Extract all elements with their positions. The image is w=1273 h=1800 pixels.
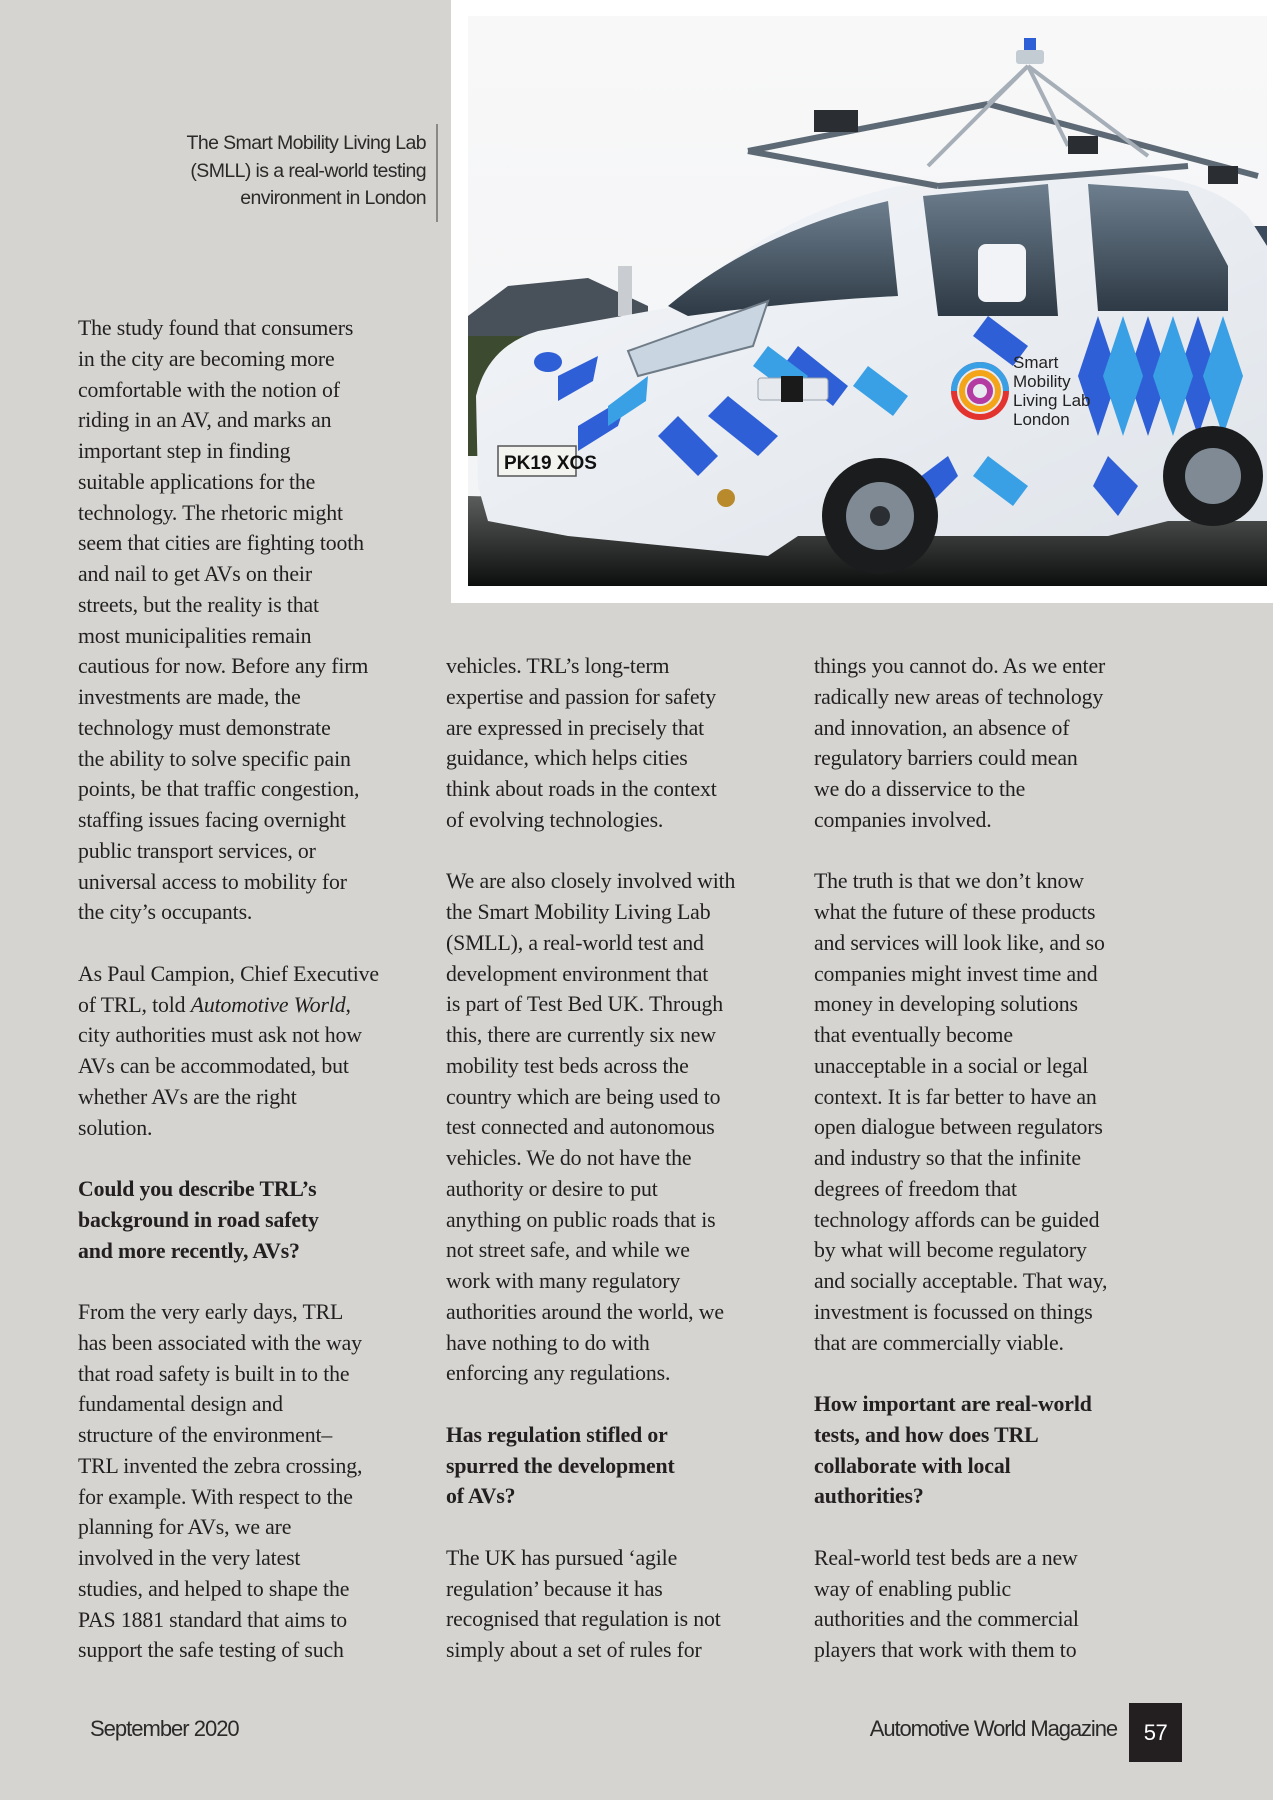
paragraph xyxy=(446,866,796,1389)
van-livery-text: Smart xyxy=(1013,353,1059,372)
text-line: streets, but the reality is that xyxy=(78,592,319,617)
van-illustration xyxy=(468,16,1267,586)
photo-caption xyxy=(120,130,426,213)
text-line: and industry so that the infinite xyxy=(814,1146,1081,1170)
interview-question-heading xyxy=(78,1174,428,1266)
text-line: open dialogue between regulators xyxy=(814,1115,1103,1140)
text-line: TRL invented the zebra crossing, xyxy=(78,1453,363,1478)
text-line: fundamental design and xyxy=(78,1392,283,1417)
text-line: way of enabling public xyxy=(814,1576,1012,1601)
text-line: simply about a set of rules for xyxy=(446,1638,702,1662)
text-line: development environment that xyxy=(446,961,709,986)
license-plate-text: PK19 XOS xyxy=(504,453,597,474)
text-line: technology. The rhetoric might xyxy=(78,500,343,525)
text-line: studies, and helped to shape the xyxy=(78,1576,350,1601)
text-line: of AVs? xyxy=(446,1484,516,1509)
text-line: mobility test beds across the xyxy=(446,1053,689,1078)
text-line: cautious for now. Before any firm xyxy=(78,654,369,679)
text-line: think about roads in the context xyxy=(446,777,717,801)
text-line: public transport services, or xyxy=(78,838,316,863)
text-line: vehicles. TRL’s long-term xyxy=(446,654,670,678)
text-line: universal access to mobility for xyxy=(78,869,347,894)
text-line: and innovation, an absence of xyxy=(814,715,1070,740)
text-line: The study found that consumers xyxy=(78,316,354,340)
text-line: has been associated with the way xyxy=(78,1330,362,1355)
text-line: The truth is that we don’t know xyxy=(814,869,1084,894)
text-line: The UK has pursued ‘agile xyxy=(446,1545,678,1570)
interview-question-heading xyxy=(446,1420,796,1512)
text-line: support the safe testing of such xyxy=(78,1638,344,1663)
text-line: and socially acceptable. That way, xyxy=(814,1269,1108,1293)
text-line: players that work with them to xyxy=(814,1638,1077,1662)
text-line: of evolving technologies. xyxy=(446,807,664,832)
text-line: staffing issues facing overnight xyxy=(78,808,346,832)
smll-van-photo xyxy=(468,16,1267,586)
text-line: vehicles. We do not have the xyxy=(446,1146,692,1170)
paragraph xyxy=(814,866,1164,1358)
text-run: of TRL, told xyxy=(78,992,191,1017)
van-livery-text: London xyxy=(1013,410,1070,429)
text-line: seem that cities are fighting tooth xyxy=(78,531,364,556)
text-line: expertise and passion for safety xyxy=(446,684,716,709)
text-line: anything on public roads that is xyxy=(446,1207,716,1232)
text-line: suitable applications for the xyxy=(78,469,316,494)
text-line: unacceptable in a social or legal xyxy=(814,1053,1089,1078)
text-line: in the city are becoming more xyxy=(78,346,335,371)
caption-line: environment in London xyxy=(240,187,426,209)
text-line: radically new areas of technology xyxy=(814,684,1104,709)
text-line: important step in finding xyxy=(78,439,291,463)
text-line: by what will become regulatory xyxy=(814,1238,1087,1263)
interview-question-heading xyxy=(814,1389,1164,1512)
text-line: points, be that traffic congestion, xyxy=(78,777,360,802)
article-column-2 xyxy=(446,651,796,1697)
paragraph xyxy=(446,651,796,836)
text-line: the city’s occupants. xyxy=(78,900,253,925)
text-line: structure of the environment– xyxy=(78,1423,333,1447)
text-line: test connected and autonomous xyxy=(446,1115,715,1140)
text-line: involved in the very latest xyxy=(78,1546,301,1570)
text-line: investment is focussed on things xyxy=(814,1299,1093,1324)
text-line: investments are made, the xyxy=(78,685,301,709)
paragraph xyxy=(814,651,1164,836)
text-line: that eventually become xyxy=(814,1023,1013,1047)
text-line: comfortable with the notion of xyxy=(78,377,340,402)
text-line: planning for AVs, we are xyxy=(78,1515,292,1540)
paragraph xyxy=(78,959,428,1144)
text-line: companies might invest time and xyxy=(814,961,1098,986)
text-line: background in road safety xyxy=(78,1207,319,1232)
text-line: for example. With respect to the xyxy=(78,1484,353,1509)
caption-divider xyxy=(436,124,438,222)
text-line: whether AVs are the right xyxy=(78,1084,297,1109)
text-line: (SMLL), a real-world test and xyxy=(446,930,704,955)
text-line: things you cannot do. As we enter xyxy=(814,654,1106,678)
text-line: AVs can be accommodated, but xyxy=(78,1054,349,1078)
text-line: context. It is far better to have an xyxy=(814,1084,1097,1109)
text-line: enforcing any regulations. xyxy=(446,1361,671,1386)
text-line: solution. xyxy=(78,1115,153,1140)
text-line: From the very early days, TRL xyxy=(78,1300,344,1324)
caption-line: The Smart Mobility Living Lab xyxy=(186,132,426,154)
text-line: How important are real-world xyxy=(814,1392,1092,1416)
paragraph xyxy=(78,1297,428,1666)
text-line: collaborate with local xyxy=(814,1453,1011,1478)
text-line: most municipalities remain xyxy=(78,623,312,648)
text-line: regulation’ because it has xyxy=(446,1576,663,1601)
text-line: PAS 1881 standard that aims to xyxy=(78,1607,347,1632)
text-line: authorities and the commercial xyxy=(814,1607,1079,1632)
text-line: authority or desire to put xyxy=(446,1176,658,1201)
text-line: money in developing solutions xyxy=(814,992,1078,1017)
text-line: not street safe, and while we xyxy=(446,1238,690,1263)
text-line: Could you describe TRL’s xyxy=(78,1177,317,1201)
text-line: country which are being used to xyxy=(446,1084,721,1109)
text-line: this, there are currently six new xyxy=(446,1023,716,1047)
text-line: have nothing to do with xyxy=(446,1330,650,1355)
text-line: and nail to get AVs on their xyxy=(78,562,312,586)
caption-line: (SMLL) is a real-world testing xyxy=(190,159,426,182)
publication-name: Automotive World xyxy=(190,992,346,1017)
text-line: Real-world test beds are a new xyxy=(814,1545,1078,1570)
text-line: the Smart Mobility Living Lab xyxy=(446,900,711,924)
page-number-badge: 57 xyxy=(1129,1703,1182,1762)
text-line: is part of Test Bed UK. Through xyxy=(446,992,723,1017)
text-line: As Paul Campion, Chief Executive xyxy=(78,961,379,986)
text-line: that are commercially viable. xyxy=(814,1330,1064,1355)
text-line: tests, and how does TRL xyxy=(814,1422,1039,1447)
text-line: work with many regulatory xyxy=(446,1269,681,1293)
text-line: technology must demonstrate xyxy=(78,715,331,740)
text-line: riding in an AV, and marks an xyxy=(78,408,332,433)
text-line: degrees of freedom that xyxy=(814,1176,1017,1201)
text-line: technology affords can be guided xyxy=(814,1207,1100,1232)
text-line: guidance, which helps cities xyxy=(446,746,688,771)
text-line: authorities? xyxy=(814,1484,924,1509)
text-line: We are also closely involved with xyxy=(446,869,736,894)
text-line: are expressed in precisely that xyxy=(446,715,705,740)
photo-frame xyxy=(451,0,1273,603)
text-line: the ability to solve specific pain xyxy=(78,746,351,771)
text-line: and more recently, AVs? xyxy=(78,1238,300,1263)
text-line: we do a disservice to the xyxy=(814,777,1026,801)
text-line: what the future of these products xyxy=(814,900,1096,924)
paragraph xyxy=(78,313,428,928)
text-line: that road safety is built in to the xyxy=(78,1361,350,1386)
text-line: and services will look like, and so xyxy=(814,930,1105,955)
article-column-1 xyxy=(78,313,428,1697)
text-line: authorities around the world, we xyxy=(446,1299,724,1324)
text-line: recognised that regulation is not xyxy=(446,1607,721,1632)
issue-date: September 2020 xyxy=(90,1716,239,1741)
van-livery-text: Living Lab xyxy=(1013,391,1091,410)
paragraph xyxy=(814,1543,1164,1666)
text-line: city authorities must ask not how xyxy=(78,1023,362,1048)
text-line: companies involved. xyxy=(814,807,992,832)
van-livery-text: Mobility xyxy=(1013,372,1071,391)
text-line: regulatory barriers could mean xyxy=(814,746,1078,771)
magazine-name: Automotive World Magazine xyxy=(869,1716,1117,1741)
text-line: spurred the development xyxy=(446,1453,675,1478)
text-run: , xyxy=(345,992,351,1017)
paragraph xyxy=(446,1543,796,1666)
text-line xyxy=(78,990,428,1021)
article-column-3 xyxy=(814,651,1164,1697)
text-line: Has regulation stifled or xyxy=(446,1422,668,1447)
